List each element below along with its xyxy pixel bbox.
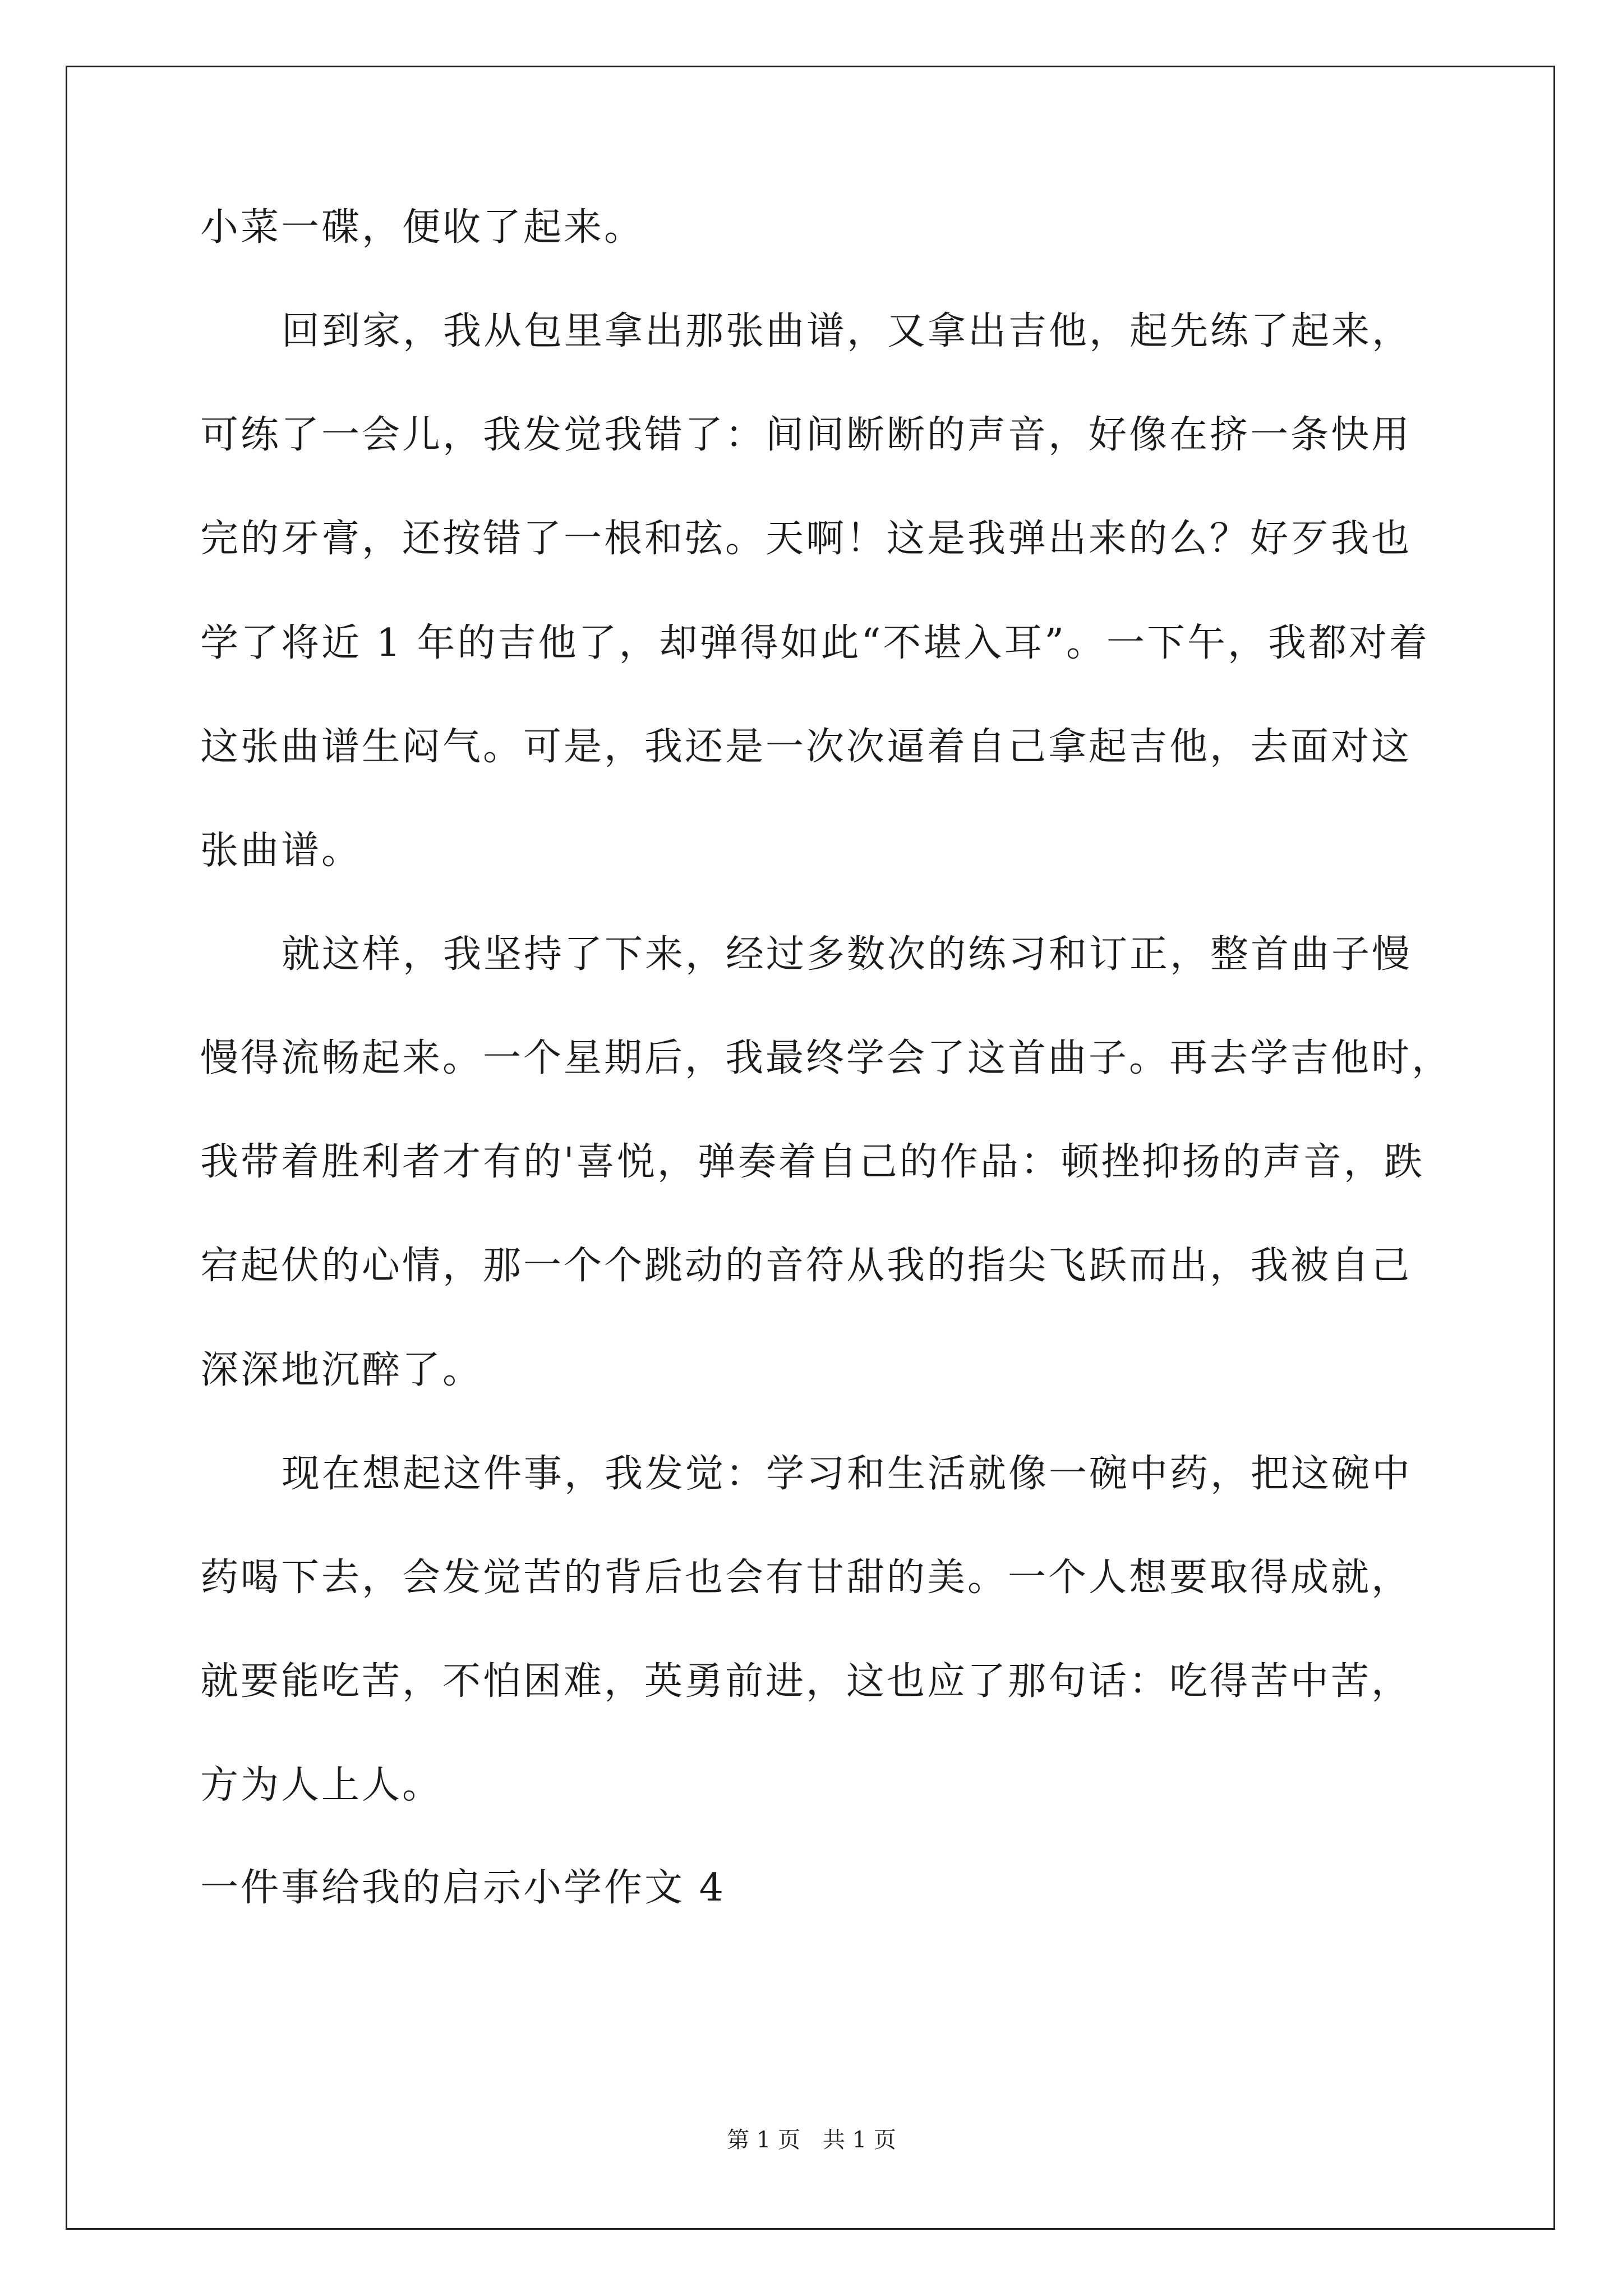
text-line: 方为人上人。 (200, 1763, 443, 1807)
section-heading: 一件事给我的启示小学作文 4 (200, 1866, 726, 1910)
paragraph-start-line: 现在想起这件事，我发觉：学习和生活就像一碗中药，把这碗中 (282, 1452, 1413, 1496)
text-line: 完的牙膏，还按错了一根和弦。天啊！这是我弹出来的么？好歹我也 (200, 517, 1412, 561)
text-line: 药喝下去，会发觉苦的背后也会有甘甜的美。一个人想要取得成就， (200, 1556, 1412, 1600)
paragraph-start-line: 回到家，我从包里拿出那张曲谱，又拿出吉他，起先练了起来， (282, 309, 1413, 353)
text-line: 深深地沉醉了。 (200, 1348, 483, 1392)
text-line: 慢得流畅起来。一个星期后，我最终学会了这首曲子。再去学吉他时， (200, 1036, 1453, 1080)
text-line: 我带着胜利者才有的'喜悦，弹奏着自己的作品：顿挫抑扬的声音，跌 (200, 1140, 1424, 1184)
text-line: 宕起伏的心情，那一个个跳动的音符从我的指尖飞跃而出，我被自己 (200, 1244, 1412, 1288)
text-line: 小菜一碟，便收了起来。 (200, 205, 645, 250)
text-line: 张曲谱。 (200, 829, 362, 873)
page-footer: 第 1 页 共 1 页 (727, 2127, 896, 2153)
text-line: 学了将近 1 年的吉他了，却弹得如此“不堪入耳”。一下午，我都对着 (200, 621, 1430, 665)
text-line: 就要能吃苦，不怕困难，英勇前进，这也应了那句话：吃得苦中苦， (200, 1659, 1412, 1704)
text-line: 可练了一会儿，我发觉我错了：间间断断的声音，好像在挤一条快用 (200, 413, 1412, 457)
text-line: 这张曲谱生闷气。可是，我还是一次次逼着自己拿起吉他，去面对这 (200, 725, 1412, 769)
paragraph-start-line: 就这样，我坚持了下来，经过多数次的练习和订正，整首曲子慢 (282, 932, 1413, 977)
